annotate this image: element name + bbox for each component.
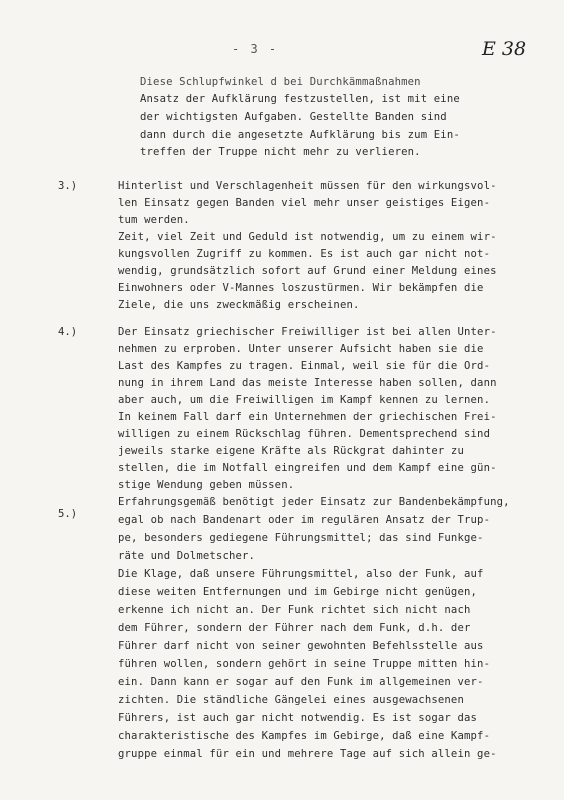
text-line: ein. Dann kann er sogar auf den Funk im allgemeinen ver- xyxy=(118,676,484,688)
text-line: stellen, die im Notfall eingreifen und dem Kampf eine gün- xyxy=(118,462,497,474)
text-line: Zeit, viel Zeit und Geduld ist notwendig, um zu einem wir- xyxy=(118,231,497,243)
text-line: len Einsatz gegen Banden viel mehr unser geistiges Eigen- xyxy=(118,197,491,209)
text-line: nung in ihrem Land das meiste Interesse haben sollen, dann xyxy=(118,377,497,389)
text-line: dem Führer, sondern der Führer nach dem Funk, d.h. der xyxy=(118,622,471,634)
text-line: aber auch, um die Freiwilligen im Kampf kennen zu lernen. xyxy=(118,394,491,406)
text-line: diese weiten Entfernungen und im Gebirge nicht genügen, xyxy=(118,586,478,598)
text-line: pe, besonders gediegene Führungsmittel; das sind Funkge- xyxy=(118,532,484,544)
text-line: jeweils starke eigene Kräfte als Rückgrat dahinter zu xyxy=(118,445,464,457)
text-line: Last des Kampfes zu tragen. Einmal, weil sie für die Ord- xyxy=(118,360,491,372)
text-line: wendig, grundsätzlich sofort auf Grund einer Meldung eines xyxy=(118,265,497,277)
text-line: führen wollen, sondern gehört in seine Truppe mitten hin- xyxy=(118,658,491,670)
text-line: nehmen zu erproben. Unter unserer Aufsicht haben sie die xyxy=(118,343,484,355)
text-line: Die Klage, daß unsere Führungsmittel, also der Funk, auf xyxy=(118,568,484,580)
paragraph-number: 4.) xyxy=(58,326,78,338)
archive-mark: E 38 xyxy=(482,38,527,60)
text-line: Erfahrungsgemäß benötigt jeder Einsatz zur Bandenbekämpfung, xyxy=(118,496,510,508)
text-line: räte und Dolmetscher. xyxy=(118,550,256,562)
paragraph-number: 5.) xyxy=(58,508,78,520)
text-line: Hinterlist und Verschlagenheit müssen für den wirkungsvol- xyxy=(118,180,497,192)
text-line: Der Einsatz griechischer Freiwilliger ist bei allen Unter- xyxy=(118,326,497,338)
text-line: dann durch die angesetzte Aufklärung bis zum Ein- xyxy=(140,129,460,141)
text-line: Diese Schlupfwinkel d bei Durchkämmaßnahmen xyxy=(140,76,421,88)
text-line: In keinem Fall darf ein Unternehmen der griechischen Frei- xyxy=(118,411,497,423)
text-line: tum werden. xyxy=(118,214,190,226)
text-line: Führer darf nicht von seiner gewohnten Befehlsstelle aus xyxy=(118,640,484,652)
paragraph-number: 3.) xyxy=(58,180,78,192)
text-line: willigen zu einem Rückschlag führen. Dementsprechend sind xyxy=(118,428,491,440)
text-line: Einwohners oder V-Mannes loszustürmen. Wir bekämpfen die xyxy=(118,282,484,294)
text-line: zichten. Die ständliche Gängelei eines ausgewachsenen xyxy=(118,694,464,706)
text-line: stige Wendung geben müssen. xyxy=(118,479,295,491)
text-line: egal ob nach Bandenart oder im regulären Ansatz der Trup- xyxy=(118,514,491,526)
text-line: Ansatz der Aufklärung festzustellen, ist mit eine xyxy=(140,93,460,105)
text-line: gruppe einmal für ein und mehrere Tage auf sich allein ge- xyxy=(118,748,497,760)
text-line: kungsvollen Zugriff zu kommen. Es ist auch gar nicht not- xyxy=(118,248,491,260)
text-line: Führers, ist auch gar nicht notwendig. Es ist sogar das xyxy=(118,712,478,724)
text-line: Ziele, die uns zweckmäßig erscheinen. xyxy=(118,299,360,311)
page-number: - 3 - xyxy=(232,42,279,56)
text-line: treffen der Truppe nicht mehr zu verlieren. xyxy=(140,146,421,158)
text-line: charakteristische des Kampfes im Gebirge, daß eine Kampf- xyxy=(118,730,491,742)
text-line: der wichtigsten Aufgaben. Gestellte Banden sind xyxy=(140,111,447,123)
text-line: erkenne ich nicht an. Der Funk richtet sich nicht nach xyxy=(118,604,471,616)
